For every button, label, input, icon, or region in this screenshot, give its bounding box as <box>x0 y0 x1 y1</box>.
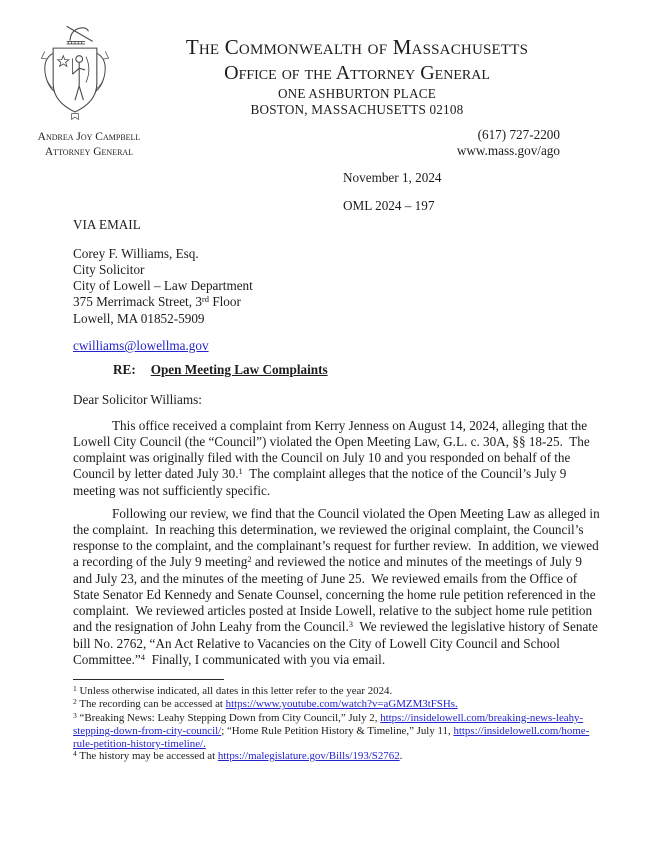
p2-text-cont3: Finally, I communicated with you via email. <box>145 652 386 667</box>
contact-block <box>457 127 560 159</box>
recipient-email-row <box>73 338 253 354</box>
footnote-1-marker: 1 <box>73 684 77 693</box>
footnote-4 <box>73 750 600 763</box>
footnote-1-text: Unless otherwise indicated, all dates in this letter refer to the year 2024. <box>76 685 393 697</box>
delivery-method: VIA EMAIL <box>73 217 141 232</box>
footnote-3-text: “Breaking News: Leahy Stepping Down from City Council,” July 2, <box>76 711 381 724</box>
street-text: 375 Merrimack Street, 3 <box>73 294 202 309</box>
recipient-title: City Solicitor <box>73 262 145 277</box>
official-title: Attorney General <box>44 146 134 158</box>
footnote-ref-1: 1 <box>238 465 243 476</box>
office-phone: (617) 727-2200 <box>477 127 560 142</box>
p2-text: Following our review, we find that the Council violated the Open Meeting Law as alleged in the complaint. In reaching this determination, we reviewed the original complaint, the Council’s response to the complaint, and the complainant’s request for further review. In addition, we viewed a recording of the July 9 meeting <box>73 506 603 569</box>
office-name: Office of the Attorney General <box>224 62 490 84</box>
letter-body <box>73 392 603 669</box>
p1-text-cont: The complaint alleges that the notice of the Council’s July 9 meeting was not sufficiently specific. <box>73 466 570 498</box>
footnote-3-text-mid: ; “Home Rule Petition History & Timeline,” July 11, <box>221 725 454 738</box>
massachusetts-seal-icon <box>33 20 117 130</box>
recipient-email-link[interactable]: cwilliams@lowellma.gov <box>73 338 209 353</box>
footnote-4-text: The history may be accessed at <box>76 750 218 763</box>
footnote-3-link-1[interactable]: https://insidelowell.com/breaking-news-leahy-stepping-down-from-city-council/ <box>73 711 584 738</box>
reference-number: OML 2024 – 197 <box>343 198 435 213</box>
paragraph-2 <box>73 506 603 669</box>
paragraph-1 <box>73 418 600 499</box>
footnote-2 <box>73 698 600 711</box>
footnotes-section <box>73 679 600 763</box>
recipient-city: Lowell, MA 01852-5909 <box>73 311 205 326</box>
org-name: The Commonwealth of Massachusetts <box>185 35 529 59</box>
subject-text: Open Meeting Law Complaints <box>150 362 328 377</box>
street-ordinal: rd <box>201 293 210 304</box>
footnote-1 <box>73 685 600 698</box>
recipient-name: Corey F. Williams, Esq. <box>73 246 199 261</box>
official-name: Andrea Joy Campbell <box>37 131 141 143</box>
office-city: BOSTON, MASSACHUSETTS 02108 <box>250 102 464 117</box>
footnote-3-link-2[interactable]: https://insidelowell.com/home-rule-petition-history-timeline/. <box>73 725 590 750</box>
letter-date: November 1, 2024 <box>343 170 442 185</box>
footnote-4-marker: 4 <box>73 749 77 759</box>
footnote-ref-4: 4 <box>140 651 146 662</box>
subject-label: RE: <box>113 362 136 377</box>
footnote-3-marker: 3 <box>73 710 77 720</box>
recipient-block <box>73 217 253 354</box>
footnote-2-link[interactable]: https://www.youtube.com/watch?v=aGMZM3tFSHs. <box>225 698 458 711</box>
footnote-3 <box>73 712 600 750</box>
footnote-2-marker: 2 <box>73 697 77 707</box>
official-name-block <box>12 130 166 160</box>
footnote-4-suffix: . <box>399 750 403 763</box>
footnote-2-text: The recording can be accessed at <box>76 698 226 711</box>
footnote-separator <box>73 679 224 680</box>
footnote-ref-2: 2 <box>247 553 252 564</box>
date-block <box>343 170 442 214</box>
recipient-department: City of Lowell – Law Department <box>73 278 253 293</box>
letterhead-org-block <box>137 34 577 118</box>
footnote-ref-3: 3 <box>348 618 354 629</box>
street-suffix: Floor <box>209 294 241 309</box>
footnote-4-link[interactable]: https://malegislature.gov/Bills/193/S2762 <box>217 750 400 763</box>
office-street: ONE ASHBURTON PLACE <box>277 86 437 101</box>
p1-text: This office received a complaint from Kerry Jenness on August 14, 2024, alleging that the Lowell City Council (the “Council”) violated the Open Meeting Law, G.L. c. 30A, §§ 18-25. The complaint was originally filed with the Council on July 10 and you responded on behalf of the Council by letter dated July 30. <box>73 418 594 481</box>
salutation: Dear Solicitor Williams: <box>73 392 202 407</box>
subject-line <box>113 362 328 378</box>
office-website: www.mass.gov/ago <box>456 143 560 158</box>
recipient-street <box>73 294 253 311</box>
p2-text-cont1: and reviewed the notice and minutes of the meetings of July 9 and July 23, and the minutes of the meeting of June 25. We reviewed emails from the Office of State Senator Ed Kennedy and Senate Counsel, concerning the home rule petition referenced in the complaint. We reviewed articles posted at Inside Lowell, relative to the subject home rule petition and the resignation of John Leahy from the Council. <box>73 554 599 634</box>
p2-text-cont2: We reviewed the legislative history of Senate bill No. 2762, “An Act Relative to Vacancies on the City of Lowell City Council and School Committee.” <box>73 619 602 667</box>
